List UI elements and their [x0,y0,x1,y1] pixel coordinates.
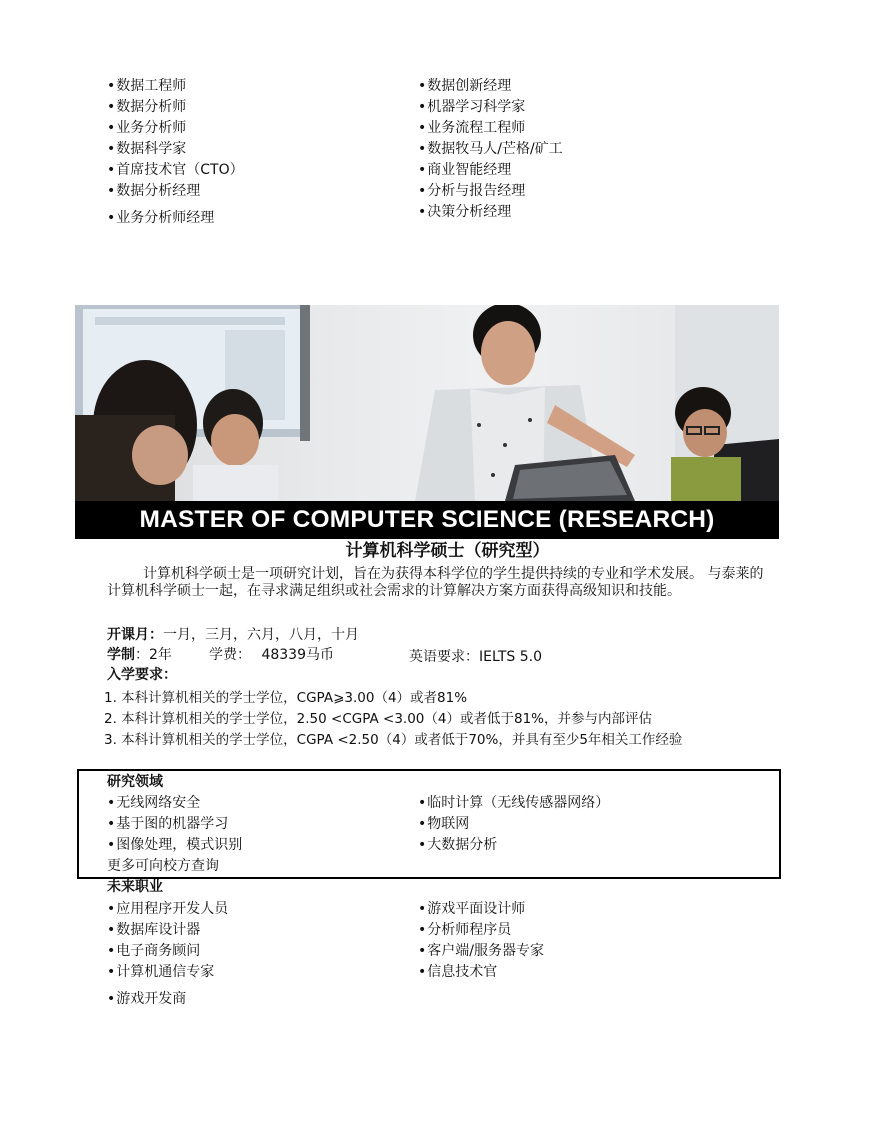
list-item: • 应用程序开发人员 [107,899,228,920]
program-intro: 计算机科学硕士是一项研究计划，旨在为获得本科学位的学生提供持续的专业和学术发展。 与泰莱的计算机科学硕士一起，在寻求满足组织或社会需求的计算解决方案方面获得高级知识和技能。 [107,566,764,599]
list-item: • 临时计算（无线传感器网络） [418,793,609,814]
requirement-item: 1. 本科计算机相关的学士学位，CGPA⩾3.00（4）或者81% [104,690,468,706]
intake-label: 开课月： [107,627,163,643]
list-item: • 无线网络安全 [107,793,242,814]
list-item: • 数据工程师 [107,76,244,97]
list-item: • 商业智能经理 [418,160,563,181]
list-item: • 决策分析经理 [418,202,563,223]
list-item: • 客户端/服务器专家 [418,941,544,962]
list-item: • 物联网 [418,814,609,835]
classroom-illustration [75,305,779,501]
list-item: • 机器学习科学家 [418,97,563,118]
fee-value: 48339马币 [261,647,334,663]
careers-heading: 未来职业 [107,879,163,895]
list-item: • 计算机通信专家 [107,962,228,983]
list-item: • 基于图的机器学习 [107,814,242,835]
careers-list-left [107,899,228,1010]
list-item: • 业务分析师经理 [107,208,244,229]
fee-label: 学费： [209,647,251,663]
research-list-left [107,793,242,877]
requirement-item: 3. 本科计算机相关的学士学位，CGPA <2.50（4）或者低于70%，并具有至少5年相关工作经验 [104,732,683,748]
duration-label: 学制 [107,647,135,663]
list-item: • 图像处理，模式识别 [107,835,242,856]
list-item: • 大数据分析 [418,835,609,856]
list-item: • 数据分析经理 [107,181,244,202]
list-item: • 数据科学家 [107,139,244,160]
list-item: • 数据创新经理 [418,76,563,97]
list-item: • 业务流程工程师 [418,118,563,139]
duration-value: ：2年 [135,647,172,663]
list-item: • 游戏开发商 [107,989,228,1010]
list-item: • 数据牧马人/芒格/矿工 [418,139,563,160]
list-item: • 业务分析师 [107,118,244,139]
fee-row [209,646,334,664]
duration-row [107,646,172,664]
list-item: • 电子商务顾问 [107,941,228,962]
classroom-photo [75,305,779,501]
english-row [409,648,542,666]
top-list-left [107,76,244,229]
list-item: • 分析师程序员 [418,920,544,941]
intake-value: 一月，三月，六月，八月，十月 [163,627,359,643]
requirement-item: 2. 本科计算机相关的学士学位，2.50 <CGPA <3.00（4）或者低于81%，并参与内部评估 [104,711,652,727]
program-title: 计算机科学硕士（研究型） [345,541,550,561]
program-banner: MASTER OF COMPUTER SCIENCE (RESEARCH) [75,501,779,539]
list-item: • 信息技术官 [418,962,544,983]
english-label: 英语要求： [409,649,479,665]
research-list-right [418,793,609,856]
top-list-right [418,76,563,223]
english-value: IELTS 5.0 [479,649,542,665]
research-heading: 研究领域 [107,774,163,790]
research-note: 更多可向校方查询 [107,858,219,874]
list-item: • 游戏平面设计师 [418,899,544,920]
requirements-label: 入学要求： [107,667,177,683]
list-item: • 分析与报告经理 [418,181,563,202]
list-item: • 数据库设计器 [107,920,228,941]
intake-row [107,626,359,644]
list-item: • 数据分析师 [107,97,244,118]
list-item: • 首席技术官（CTO） [107,160,244,181]
careers-list-right [418,899,544,983]
